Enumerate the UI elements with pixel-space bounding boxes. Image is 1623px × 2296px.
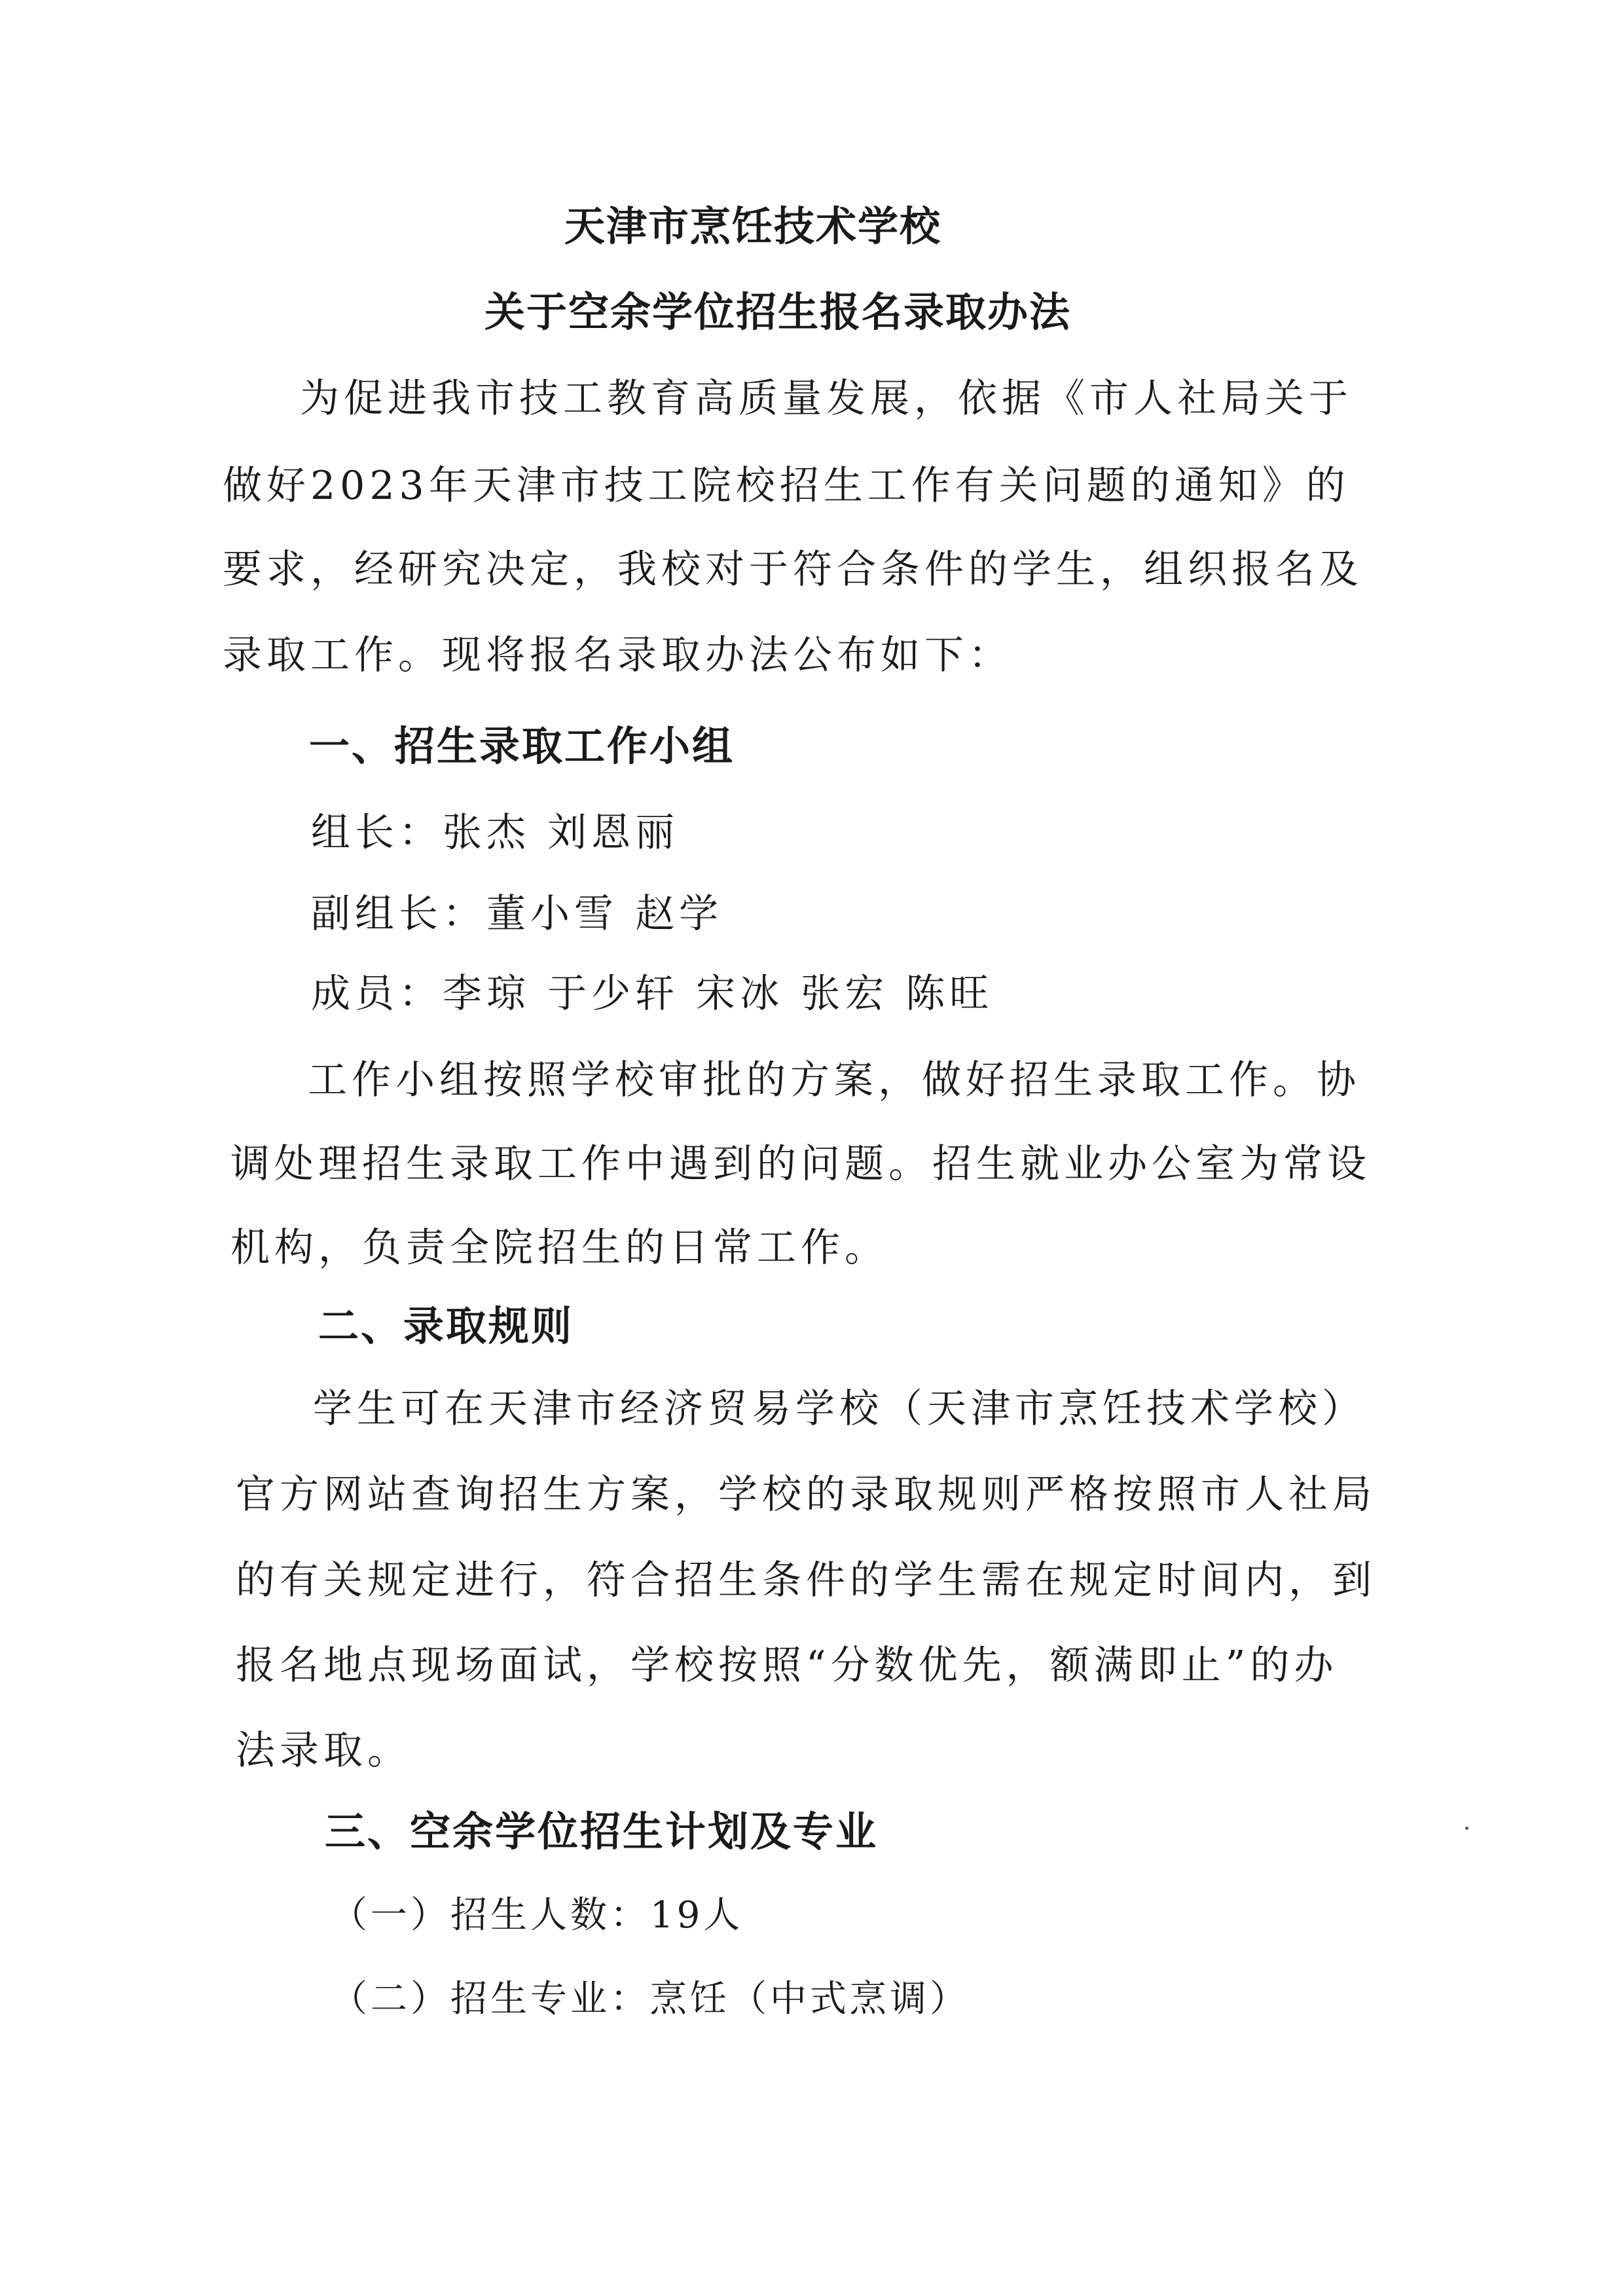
section3-item-2: （二）招生专业：烹饪（中式烹调）: [331, 1978, 970, 2020]
section1-desc-2: 调处理招生录取工作中遇到的问题。招生就业办公室为常设: [230, 1141, 1371, 1187]
section1-members: 成员：李琼 于少轩 宋冰 张宏 陈旺: [311, 971, 994, 1017]
intro-line-3: 要求，经研究决定，我校对于符合条件的学生，组织报名及: [223, 547, 1363, 592]
section2-desc-2: 官方网站查询招生方案，学校的录取规则严格按照市人社局: [236, 1472, 1376, 1518]
document-title-line2: 关于空余学位招生报名录取办法: [484, 288, 1072, 336]
section1-heading: 一、招生录取工作小组: [309, 722, 735, 770]
intro-line-4: 录取工作。现将报名录取办法公布如下：: [223, 632, 1012, 678]
section2-desc-1: 学生可在天津市经济贸易学校（天津市烹饪技术学校）: [313, 1386, 1366, 1432]
section3-item-1: （一）招生人数：19人: [331, 1894, 744, 1937]
section1-desc-1: 工作小组按照学校审批的方案，做好招生录取工作。协: [308, 1057, 1360, 1103]
section2-desc-5: 法录取。: [236, 1728, 411, 1774]
section2-desc-3: 的有关规定进行，符合招生条件的学生需在规定时间内，到: [236, 1558, 1376, 1603]
section1-deputy: 副组长：董小雪 赵学: [311, 891, 723, 937]
section3-heading: 三、空余学位招生计划及专业: [325, 1808, 879, 1855]
section2-desc-4: 报名地点现场面试，学校按照“分数优先，额满即止”的办: [236, 1643, 1338, 1688]
document-title-line1: 天津市烹饪技术学校: [564, 202, 942, 250]
intro-line-2: 做好2023年天津市技工院校招生工作有关问题的通知》的: [223, 463, 1350, 509]
section1-leader: 组长：张杰 刘恩丽: [311, 810, 680, 856]
section2-heading: 二、录取规则: [318, 1302, 574, 1350]
intro-line-1: 为促进我市技工教育高质量发展，依据《市人社局关于: [300, 376, 1353, 422]
section1-desc-3: 机构，负责全院招生的日常工作。: [230, 1225, 888, 1271]
scan-speck: [1465, 1827, 1468, 1830]
